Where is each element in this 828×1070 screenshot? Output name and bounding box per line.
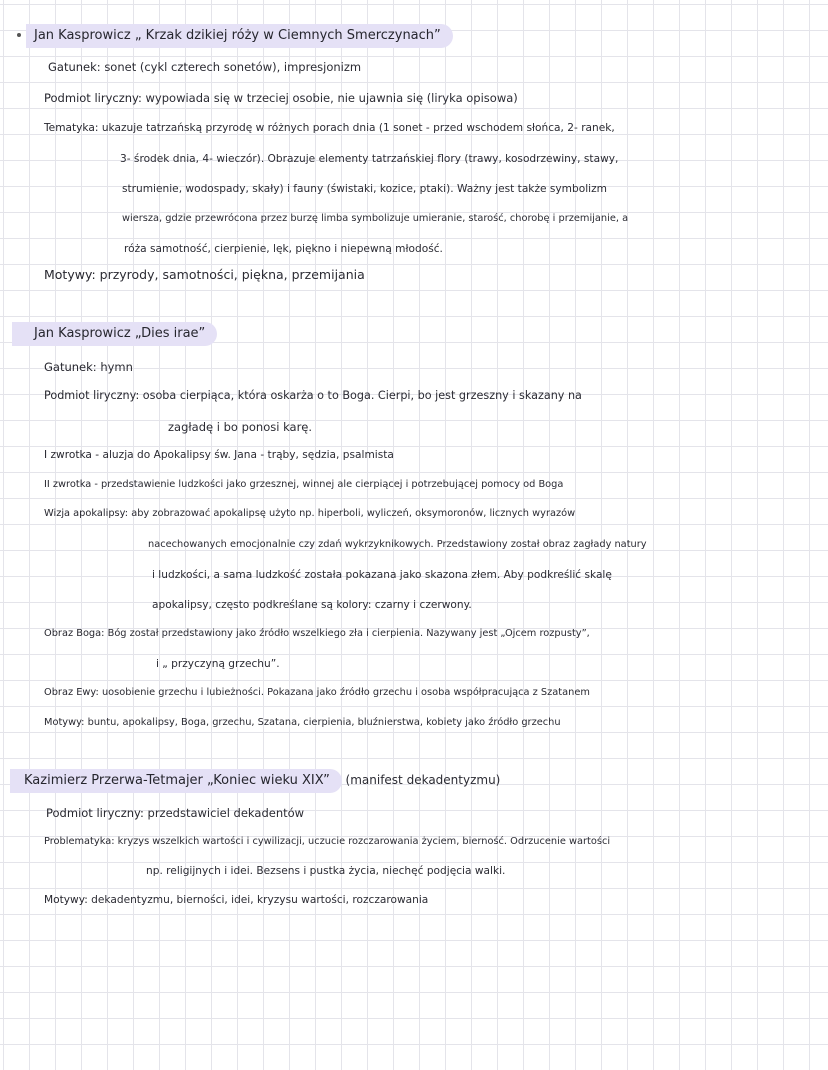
section-subtitle: (manifest dekadentyzmu) [345, 773, 501, 787]
s2-boga-label: Obraz Boga: [44, 628, 105, 639]
s2-wizja-text1: aby zobrazować apokalipsę użyto np. hiperboli, wyliczeń, oksymoronów, licznych wyrazów [131, 508, 576, 519]
s3-motywy-text: dekadentyzmu, bierności, idei, kryzysu wartości, rozczarowania [91, 894, 429, 906]
s1-tematyka-line5: róża samotność, cierpienie, lęk, piękno i niepewną młodość. [124, 243, 443, 255]
s2-podmiot-text1: osoba cierpiąca, która oskarża o to Boga. Cierpi, bo jest grzeszny i skazany na [142, 389, 582, 402]
s2-ewy-label: Obraz Ewy: [44, 687, 99, 698]
s2-wizja-label: Wizja apokalipsy: [44, 508, 129, 519]
s2-gatunek-label: Gatunek: [44, 360, 97, 374]
s3-title-row [10, 768, 500, 792]
s2-motywy-line [44, 714, 561, 732]
s1-tematyka-label: Tematyka: [44, 122, 99, 134]
s3-problematyka-label: Problematyka: [44, 836, 115, 847]
s1-tematyka-line2: 3- środek dnia, 4- wieczór). Obrazuje elementy tatrzańskiej flory (trawy, kosodrzewiny, stawy, [120, 153, 619, 165]
s2-boga-line1 [44, 625, 590, 643]
s3-motywy-line [44, 891, 428, 909]
s3-problematyka-text1: kryzys wszelkich wartości i cywilizacji, uczucie rozczarowania życiem, bierność. Odrzucenie wartości [117, 836, 611, 847]
s1-motywy-text: przyrody, samotności, piękna, przemijania [99, 267, 365, 282]
section-title-krzak: Jan Kasprowicz „ Krzak dzikiej róży w Ciemnych Smerczynach” [26, 24, 453, 48]
s1-tematyka-line4: wiersza, gdzie przewrócona przez burzę limba symbolizuje umieranie, starość, chorobę i przemijanie, a [122, 213, 629, 224]
s1-gatunek-line [48, 58, 361, 76]
s2-zwrotka1-text: aluzja do Apokalipsy św. Jana - trąby, sędzia, psalmista [102, 449, 394, 461]
s2-gatunek-text: hymn [100, 360, 133, 374]
s2-boga-line2: i „ przyczyną grzechu”. [156, 658, 280, 670]
section-title-dies-irae: Jan Kasprowicz „Dies irae” [12, 322, 217, 346]
s2-ewy-line [44, 684, 590, 702]
s2-wizja-line1 [44, 505, 575, 523]
s2-wizja-line2: nacechowanych emocjonalnie czy zdań wykrzyknikowych. Przedstawiony został obraz zagłady natury [148, 539, 647, 550]
s1-motywy-line [44, 266, 365, 284]
s2-zwrotka2-line [44, 476, 563, 494]
s2-podmiot-line1 [44, 387, 582, 405]
s2-zwrotka1-label: I zwrotka - [44, 449, 100, 461]
s2-podmiot-label: Podmiot liryczny: [44, 389, 140, 402]
s2-gatunek-line [44, 358, 133, 376]
s1-podmiot-text: wypowiada się w trzeciej osobie, nie ujawnia się (liryka opisowa) [145, 91, 518, 105]
s2-podmiot-line2: zagładę i bo ponosi karę. [168, 420, 313, 434]
s2-wizja-line4: apokalipsy, często podkreślane są kolory: czarny i czerwony. [152, 599, 472, 611]
s2-motywy-text: buntu, apokalipsy, Boga, grzechu, Szatana, cierpienia, bluźnierstwa, kobiety jako źródło grzechu [87, 717, 561, 728]
s2-zwrotka2-text: przedstawienie ludzkości jako grzesznej, winnej ale cierpiącej i potrzebującej pomocy od Boga [100, 479, 564, 490]
s3-problematyka-line2: np. religijnych i idei. Bezsens i pustka życia, niechęć podjęcia walki. [146, 865, 506, 877]
s1-podmiot-line [44, 89, 518, 107]
s3-podmiot-label: Podmiot liryczny: [46, 806, 144, 820]
s1-tematyka-text1: ukazuje tatrzańską przyrodę w różnych porach dnia (1 sonet - przed wschodem słońca, 2- ranek, [101, 122, 615, 134]
section-title-koniec-wieku: Kazimierz Przerwa-Tetmajer „Koniec wieku XIX” [10, 769, 342, 793]
s1-motywy-label: Motywy: [44, 267, 96, 282]
s3-motywy-label: Motywy: [44, 894, 88, 906]
s1-tematyka-line3: strumienie, wodospady, skały) i fauny (świstaki, kozice, ptaki). Ważny jest także symbolizm [122, 183, 607, 195]
bullet-dot [17, 33, 21, 37]
s2-motywy-label: Motywy: [44, 717, 85, 728]
s3-problematyka-line1 [44, 833, 610, 851]
s1-tematyka-line1 [44, 119, 615, 137]
s2-wizja-line3: i ludzkości, a sama ludzkość została pokazana jako skazona złem. Aby podkreślić skalę [152, 569, 612, 581]
s1-gatunek-label: Gatunek: [48, 60, 101, 74]
s2-ewy-text: uosobienie grzechu i lubieżności. Pokazana jako źródło grzechu i osoba współpracująca z Szatanem [101, 687, 590, 698]
s2-boga-text1: Bóg został przedstawiony jako źródło wszelkiego zła i cierpienia. Nazywany jest „Ojcem rozpusty”, [107, 628, 590, 639]
s1-gatunek-text: sonet (cykl czterech sonetów), impresjonizm [104, 60, 362, 74]
s3-podmiot-text: przedstawiciel dekadentów [147, 806, 305, 820]
s2-zwrotka1-line [44, 446, 394, 464]
s3-podmiot-line [46, 804, 304, 822]
s2-zwrotka2-label: II zwrotka - [44, 479, 98, 490]
s1-podmiot-label: Podmiot liryczny: [44, 91, 142, 105]
